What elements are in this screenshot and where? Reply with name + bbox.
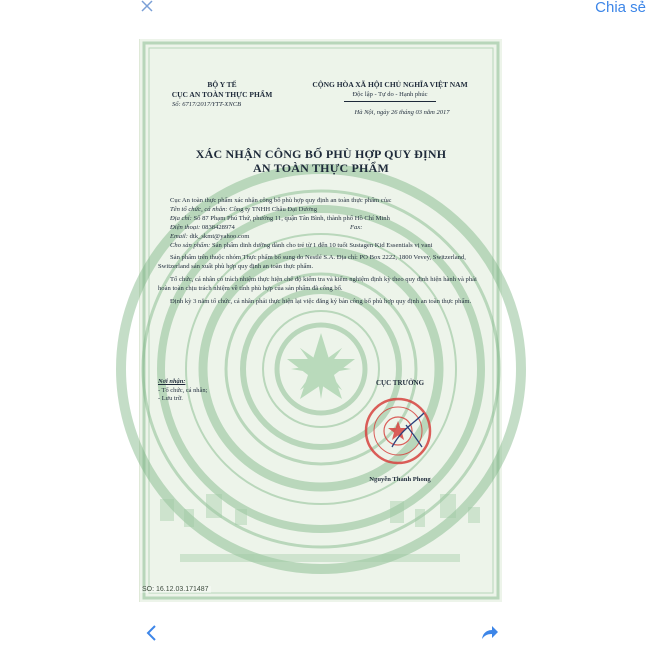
fax-label: Fax: bbox=[350, 223, 363, 231]
signer-title: CỤC TRƯỞNG bbox=[375, 379, 425, 387]
phone-label: Điện thoại: bbox=[170, 223, 201, 231]
email-line bbox=[158, 233, 488, 242]
national-header bbox=[290, 80, 490, 118]
country-name: CỘNG HÒA XÃ HỘI CHỦ NGHĨA VIỆT NAM bbox=[312, 80, 468, 89]
signer-name: Nguyễn Thanh Phong bbox=[369, 476, 431, 483]
national-motto: Độc lập - Tự do - Hạnh phúc bbox=[352, 91, 428, 98]
department-name: CỤC AN TOÀN THỰC PHẨM bbox=[171, 90, 273, 99]
address-label: Địa chỉ: bbox=[170, 214, 192, 222]
document-number: Số: 6717/2017/YTT-XNCB bbox=[172, 101, 242, 108]
recipients-label: Nơi nhận: bbox=[158, 378, 186, 385]
product-value: Sản phẩm dinh dưỡng dành cho trẻ từ 1 đến 10 tuổi Sustagen Kid Essentials vị vani bbox=[211, 241, 433, 249]
issuer-header bbox=[166, 80, 278, 110]
close-icon[interactable] bbox=[140, 0, 156, 15]
share-button[interactable]: Chia sẻ bbox=[595, 0, 646, 16]
issue-date: Hà Nội, ngày 26 tháng 03 năm 2017 bbox=[354, 109, 450, 116]
address-value: Số 87 Phạm Phú Thứ, phường 11, quận Tân Bình, thành phố Hồ Chí Minh bbox=[193, 214, 390, 222]
recipients bbox=[158, 378, 207, 404]
product-label: Cho sản phẩm: bbox=[170, 241, 211, 249]
title-line-1: XÁC NHẬN CÔNG BỐ PHÙ HỢP QUY ĐỊNH bbox=[195, 147, 447, 161]
email-label: Email: bbox=[170, 232, 188, 240]
responsibility-text: Tổ chức, cá nhân có trách nhiệm thực hiện chế độ kiểm tra và kiểm nghiệm định kỳ theo quy định hiện hành và phải hoàn toàn chịu trách nhiệm về tính phù hợp của sản phẩm đã công bố. bbox=[158, 276, 477, 293]
document-body bbox=[158, 197, 488, 307]
bottom-toolbar bbox=[0, 610, 640, 640]
product-line bbox=[158, 242, 488, 251]
drum-pattern-background bbox=[140, 39, 502, 602]
document-code: SO: 16.12.03.171487 bbox=[142, 586, 209, 593]
ministry-name: BỘ Y TẾ bbox=[207, 80, 237, 89]
organization-value: Công ty TNHH Châu Đại Dương bbox=[229, 205, 317, 213]
phone-value: 0838428974 bbox=[201, 223, 235, 231]
intro-text: Cục An toàn thực phẩm xác nhận công bố phù hợp quy định an toàn thực phẩm của: bbox=[170, 197, 392, 204]
document-title bbox=[150, 147, 492, 175]
official-seal-icon bbox=[362, 395, 434, 467]
recipient-item: - Lưu trữ. bbox=[158, 395, 183, 402]
top-toolbar bbox=[0, 0, 646, 22]
share-arrow-icon[interactable] bbox=[480, 624, 498, 640]
email-value: dtk_skmt@yahoo.com bbox=[189, 232, 250, 240]
organization-label: Tên tổ chức, cá nhân: bbox=[170, 205, 228, 213]
phone-line bbox=[158, 224, 488, 233]
organization-line bbox=[158, 206, 488, 215]
document-image bbox=[139, 39, 501, 602]
recipient-item: - Tổ chức, cá nhân; bbox=[158, 386, 208, 394]
product-detail: Sản phẩm trên thuộc nhóm Thực phẩm bổ sung do Nestlé S.A. Địa chỉ: PO Box 2222, 1800 Vevey, Switzerland, Switzerland sản xuất phù hợp quy định an toàn thực phẩm. bbox=[158, 254, 466, 271]
back-arrow-icon[interactable] bbox=[144, 624, 158, 640]
periodic-text: Định kỳ 3 năm tổ chức, cá nhân phải thực hiện lại việc đăng ký bản công bố phù hợp quy định an toàn thực phẩm. bbox=[170, 298, 472, 306]
title-line-2: AN TOÀN THỰC PHẨM bbox=[253, 161, 389, 175]
motto-underline bbox=[344, 101, 436, 102]
address-line bbox=[158, 215, 488, 224]
